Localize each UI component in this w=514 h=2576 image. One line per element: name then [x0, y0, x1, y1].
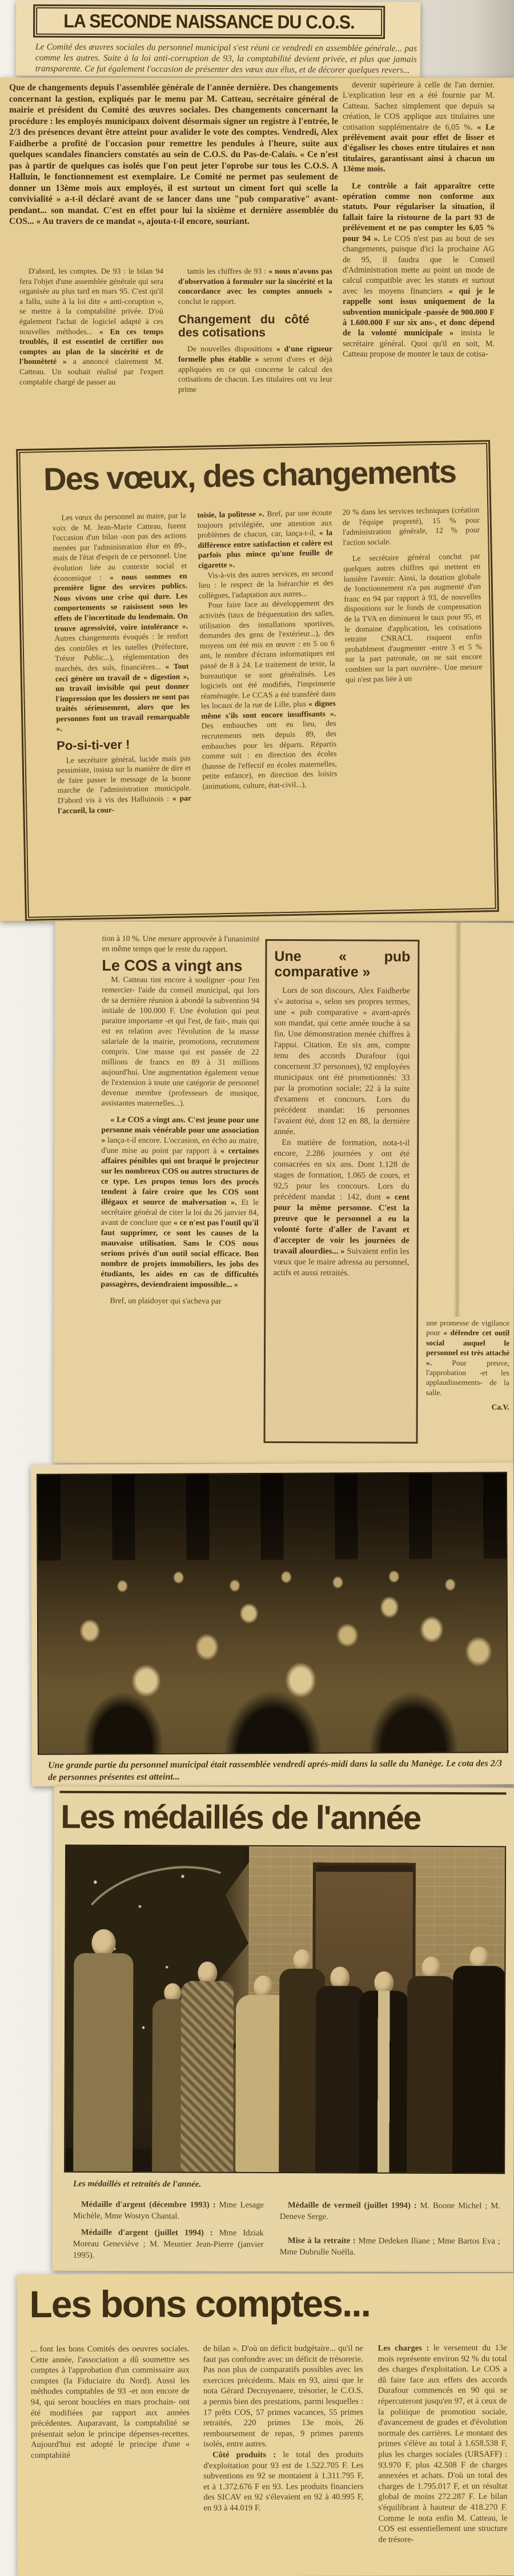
- text-run: Le COS n'est pas au bout de ses changements, puisque d'ici la prochaine AG de 95, il faudra que le Conseil d'Administration mette au point un mode de calcul compatible avec les statuts et surtout avec les moyens financiers: [343, 234, 495, 296]
- text-run: « dignes même s'ils sont encore insuffisants ».: [201, 699, 336, 720]
- text-run: « Tout ceci génère un travail de « digestion », un travail invisible qui peut donner l'impression que les dossiers ne sont pas traités sérieusement, alors que les personnes font un travail remarquable ».: [55, 662, 190, 734]
- text-run: a annoncé clairement M. Catteau. Un souhait réalisé par l'expert comptable chargé de passer au: [19, 357, 163, 386]
- text-run: Le contrôle a fait apparaître cette opération comme non conforme aux statuts. Pour régulariser la situation, il fallait faire la ristourne de la part 93 de prélévement et ne pas compter les 6,05 % pour 94 ».: [343, 181, 495, 243]
- text-run: En matière de formation, nota-t-il encore, 2.286 journées y ont été consacrées en six ans. Dont 1.128 de stages de formation, 1.065 de cours, et 92,5 pour les concours. Lors du précédent mandat : 142, dont: [273, 1137, 410, 1202]
- medailles-headline: Les médaillés de l'année: [61, 1798, 421, 1837]
- text-run: le total des produits d'exploitation pour 93 est de 1.522.705 F. Les subventions en 92 se montaient à 1.311.795 F, et à 1.372.676 F en 93. Les produits financiers des SICAV en 92 s'élevaient en 92 à 40.995 F, en 93 à 44.019 F.: [203, 2450, 364, 2513]
- paragraph: Vis-à-vis des autres services, en second lieu : le respect de la hiérarchie et des collègues, l'adaptation aux autres...: [198, 568, 334, 600]
- medal-list-right: [280, 2200, 500, 2258]
- comptes-column-three: [378, 2343, 508, 2545]
- text-run: toisie, la politesse ».: [197, 509, 264, 519]
- medal-label: Mise à la retraite :: [287, 2236, 356, 2246]
- photo-figure: [452, 1946, 505, 2173]
- paragraph: [197, 507, 333, 570]
- comptes-column-one: [31, 2343, 190, 2461]
- paragraph: tion à 10 %. Une mesure approuvée à l'unanimité en même temps que le reste du rapport.: [102, 934, 260, 954]
- column-one: [19, 266, 163, 387]
- text-run: devenir supérieure à celle de l'an dernier. L'explication leur en a été fournie par M. Catteau. Sachez simplement que depuis sa création, le COS applique aux titulaires une cotisation supplémentaire de 6,05 %.: [343, 81, 495, 132]
- text-run: lança-t-il encore. L'occasion, en écho au maire, d'une mise au point par rapport à: [101, 1136, 259, 1156]
- photo-caption: Les médaillés et retraités de l'année.: [73, 2179, 202, 2189]
- voeux-headline: Des vœux, des changements: [43, 453, 456, 498]
- voeux-column-one: [52, 510, 191, 816]
- photo-figure: [73, 1929, 133, 2172]
- text-run: « Ce n'est pas à partir de quelques cas isolés que l'on peut jeter l'oprobe sur tous les C.O.S. A Halluin, le fonctionnement est exemplaire. Le Comité ne permet pas seulement de donner un 13ème mois aux employés, il est surtout un ciment fort qui scelle la convivialité »: [9, 150, 339, 204]
- clipping-assembly-photo: [31, 1463, 514, 1786]
- text-run: « cent pour la même personne. C'est la preuve que le personnel a eu la volonté forte d'aller de l'avant et d'accepter de voir les journées de travail alourdies... »: [273, 1192, 410, 1256]
- text-run: « nous n'avons pas d'observation à formuler sur la sincérité et la concordance avec les comptes annuels »: [178, 267, 333, 296]
- medal-names: Mme Idziak Moreau Geneviève ; M. Meunier Jean-Pierre (janvier 1995).: [73, 2228, 264, 2260]
- main-headline: LA SECONDE NAISSANCE DU C.O.S.: [63, 10, 355, 33]
- text-run: insista le secrétaire général. Quoi qu'il en soit, M. Catteau propose de monter le taux de cotisa-: [343, 328, 495, 359]
- medal-names: Mme Lesage Michèle, Mme Wostyn Chantal.: [73, 2200, 264, 2221]
- photo-figure: [315, 1966, 364, 2172]
- vingtans-column: [101, 934, 259, 1307]
- medal-label: Médaille d'argent (décembre 1993) :: [81, 2200, 216, 2210]
- text-run: seront d'ores et déjà appliquées en ce qui concerne le calcul des cotisations de chacun. Les titulaires ont vu leur prime: [178, 354, 332, 394]
- medal-list-left: [73, 2199, 264, 2262]
- medal-names: Mme Dedeken Iliane ; Mme Bartos Eva ; Mme Dubrulle Noëlla.: [279, 2236, 500, 2257]
- text-run: a-t-il déclaré avant de se lancer dans une "pub comparative": [61, 194, 314, 204]
- paper-fold-crease: [453, 923, 461, 1317]
- text-run: « nous sommes en première ligne des services publics. Nous vivons une crise qui dure. Les comportements se raisissent sous les effets de l'incertitude du lendemain. On trouve agressivité, voire intolérance ».: [53, 571, 188, 633]
- paragraph: Lors de son discours, Alex Faidherbe s'« autorisa », selon ses propres termes, une « pub comparative » avant-aprés son mandat, qui cette année touche à sa fin. Une démonstration menée chiffres à l'appui. Citation. En six ans, compte tenu des accords Durafour (qui concernent 37 personnes), 92 employées municipaux ont été promotionnés: 33 par la promotion sociale; 22 à la suite d'examens et concours. Lors du précédent mandat: 16 personnes l'avaient été, dont 12 en 88, la dernière année.: [274, 985, 411, 1137]
- paragraph: 20 % dans les services techniques (création de l'équipe propreté), 15 % pour l'administration générale, 12 % pour l'action sociale.: [342, 505, 480, 547]
- photo-figure: [359, 1971, 408, 2172]
- text-run: Bref, par une écoute toujours privilégiée, une attention aux problèmes de chacun, car, lança-t-il,: [197, 508, 332, 540]
- text-run: Pour preuve, l'approbation -et les applaudissements- de la salle.: [425, 1358, 509, 1397]
- column-right: [343, 80, 495, 360]
- paragraph: [343, 181, 495, 360]
- article-standfirst: Le Comité des œuvres sociales du personnel municipal s'est réuni ce vendredi en assemblée générale... pas comme les autres. Suite à la loi anti-corruption de 93, la comptabilité devient privée, et plus que jamais transparente. Ce fut également l'occasion de présenter des vœux aux élus, et de décorer quelques revers...: [35, 42, 417, 75]
- column-two: [178, 266, 332, 394]
- text-run: Les charges :: [378, 2343, 429, 2353]
- voeux-column-three: [342, 504, 483, 684]
- paragraph: [178, 344, 332, 394]
- medal-entry: [280, 2200, 500, 2223]
- text-run: « ce n'est pas l'outil qu'il faut supprimer, ce sont les causes de la mauvaise utilisation. Sans le COS nous serions privés d'un outil social efficace. Bon nombre de projets immobiliers, les jobs des étudiants, les aides en cas de difficultés passagères, deviendraient impossible... »: [101, 1219, 259, 1289]
- medal-label: Médaille de vermeil (juillet 1994) :: [287, 2201, 417, 2210]
- text-run: « d'une rigueur formelle plus établie »: [178, 344, 332, 363]
- paragraph: M. Catteau tint encore à souligner -pour l'en remercier- l'aide du conseil municipal, qui lors de sa dernière réunion à abondé la subvention 94 initiale de 100.000 F. Une évolution qui peut paraitre importante -et qui l'est, de fait-, mais qui est en relation avec l'évolution de la masse salariale de la mairie, promotions, recrutement compris. Une masse qui est passée de 22 millions de francs en 89 à 31 millions aujourd'hui. Une augmentation également venue de l'extension à toute une catégorie de personnel devenue membre (professeurs de musique, assistantes maternelles...).: [101, 975, 260, 1108]
- medal-entry: [73, 2199, 264, 2222]
- text-run: le versement du 13e mois représente environ 92 % du total des charges d'exploitation. Le COS a dû faire face aux effets des accords Durafour commencés en 90 qui se répercuteront jusqu'en 97, et à ceux de la politique de promotion sociale, d'avancement de grades et d'évolution normale des carrières. Le montant des primes s'élève au total à 1.658.538 F, plus les charges sociales (URSAFF) : 93.970 F, plus 42.508 F de charges annexées et achats. D'où un total des charges de 1.795.017 F, et un résultat global de moins 272.287 F. Le bilan s'équilibrant à hauteur de 418.270 F. Comme le nota enfin M. Catteau, le COS est essentiellement une structure de trésore-: [378, 2343, 508, 2545]
- main-headline-box: [33, 5, 385, 39]
- text-run: Les vœux du personnel au maire, par la voix de M. Jean-Marie Catteau, furent l'occasion d'un bilan -non pas des actions menées par l'administration élue en 89-, mais de l'état d'esprit de ce personnel. Une évolution liée au contexte social et économique :: [52, 511, 187, 583]
- assembly-crowd-photo: [37, 1472, 508, 1755]
- paragraph: [19, 266, 163, 387]
- paragraph: [343, 80, 495, 175]
- comptes-column-two: [203, 2343, 364, 2514]
- text-run: « défendre cet outil social auquel le personnel est très attaché ».: [425, 1328, 510, 1367]
- closing-column: [426, 1318, 510, 1412]
- text-run: avant-pendant... son mandat.: [9, 194, 338, 215]
- clipping-headline: [16, 0, 421, 77]
- photo-figure: [407, 1957, 455, 2173]
- text-run: D'abord, les comptes. De 93 : le bilan 94 fera l'objet d'une assemblée générale qui sera organisée au plus tard en mars 95. C'est qu'il a fallu, suite à la loi dite « anti-coruption », se mettre à la comptabilité privée. D'où également l'achat de logiciel adapté à ces nouvelles méthodes...: [19, 267, 163, 336]
- paragraph: [203, 2449, 363, 2513]
- text-run: « par l'accueil, la cour-: [58, 794, 192, 815]
- text-run: C'est en effet pour lui la sixième et dernière assemblée du COS...: [9, 205, 338, 226]
- medalists-group-photo: [64, 1845, 506, 2174]
- text-run: Autres changements évoqués : le renfort des contrôles et les tutelles (Préfecture, Trésor Public...), réglementation des marchés, des sols, financières...: [54, 631, 189, 673]
- medal-names: M. Boone Michel ; M. Deneve Serge.: [279, 2201, 500, 2222]
- text-run: « la différence entre satisfaction et colère est parfois plus mince qu'une feuille de cigarette ».: [198, 528, 333, 570]
- text-run: Suivaient enfin les vœux que le maire adressa au personnel, actifs et aussi retraités.: [273, 1247, 409, 1278]
- clipping-medailles: [53, 1786, 514, 2273]
- author-signature: Ca.V.: [491, 1403, 509, 1412]
- text-run: une promesse de vigilance pour: [426, 1318, 510, 1337]
- paragraph: Bref, un plaidoyer qui s'acheva par: [110, 1296, 222, 1306]
- text-run: conclut le rapport.: [178, 297, 236, 306]
- text-run: Côté produits :: [212, 2450, 276, 2460]
- paragraph: [101, 1115, 259, 1291]
- comptes-headline: Les bons comptes...: [29, 2282, 371, 2326]
- photo-wall-region: [38, 1473, 507, 1561]
- text-run: « Le prélévement avait pour effet de lisser et d'égaliser les choses entre titulaires et non titulaires, garantissant ainsi à chacun un 13ème mois.: [343, 122, 495, 174]
- paragraph: [199, 598, 337, 792]
- text-run: « Au travers de ce mandat », ajouta-t-il encore, souriant.: [36, 217, 250, 226]
- text-run: « Le COS a vingt ans. C'est jeune pour une personne mais vénérable pour une association »: [101, 1115, 259, 1145]
- clipping-bons-comptes: [17, 2273, 514, 2576]
- lead-paragraph: [9, 82, 338, 227]
- paragraph: [52, 510, 190, 734]
- boxed-article-pub-comparative: [263, 939, 419, 1444]
- paragraph: [378, 2343, 508, 2545]
- paragraph: [57, 753, 191, 816]
- paragraph: [273, 1137, 409, 1279]
- subhead-positiver: Po-si-ti-ver !: [56, 737, 130, 753]
- paragraph: [426, 1318, 509, 1398]
- medal-entry: [280, 2235, 500, 2258]
- text-run: Le secrétaire général, lucide mais pas pessimiste, insista sur la manière de dire et de faire passer le message de la bonne marche de l'administration municipale. D'abord vis à vis des Halluinois :: [57, 753, 191, 805]
- photo-figure: [180, 1961, 234, 2172]
- paragraph: ... font les bons Comités des oeuvres sociales. Cette année, l'association a dû soumettre ses comptes à l'approbation d'un commissaire aux comptes (la Fiduciaire du Nord). Aussi les méthodes comptables de 93 -et non encore de 94, qui seront bouclées en mars prochain- ont été modifiées par rapport aux années précédentes. Auparavant, la comptabilité se présentait selon le principe dépenses-recettes. Aujourd'hui est adopté le principe d'une « comptabiité: [30, 2344, 190, 2461]
- divider-rule: [59, 1791, 506, 1795]
- pub-title: Une « pub comparative »: [274, 948, 411, 980]
- text-run: « qui je le rappelle sont issus uniquement de la subvention municipale -passée de 900.000 F à 1.600.000 F sur six ans-, et donc dépend de la volonté municipale »: [343, 286, 495, 338]
- subhead-cotisations: Changement du côté des cotisations: [178, 313, 310, 340]
- text-run: Et le secrétaire général de citer la loi du 26 janvier 84, avant de conclure que: [101, 1198, 259, 1228]
- text-run: « certaines affaires pénibles qui ont braqué le projecteur sur les nombreux COS ou autres structures de ce type. Les propos tenus lors des procés tendent à faire croire que les COS sont illégaux et source de malversation ».: [101, 1147, 259, 1207]
- text-run: De nouvelles dispositions: [187, 344, 276, 354]
- text-run: Des embauches ont eu lieu, des recrutements nets depuis 89, des embauches pour les départs. Répartis comme suit : en direction des écoles (hausse de l'effectif en écoles maternelles, petite enfance), en direction des loisirs (animations, culture, état-civil...),: [201, 719, 338, 791]
- photo-caption: Une grande partie du personnel municipal était rassemblée vendredi aprés-midi dans la salle du Manège. Le cota des 2/3 de personnes présentes est atteint...: [48, 1758, 503, 1782]
- text-run: « En ces temps troublés, il est essentiel de certifier nos comptes au plan de la sincérité et de l'honnêteté »: [19, 327, 164, 366]
- paragraph: Le secrétaire général conclut par quelques autres chiffres qui mettent en lumière l'avenir: Ainsi, la dotation globale de fonctionnement n'a pas augmenté d'un franc en 94 par rapport à 93, de nouvelles dispositions sur le fonds de compensation de la TVA en diminuent le taux pour 95, et le domaine d'application, les cotisations retraite CNRACL risquent enfin probablment d'augmenter -entre 3 et 5 % sur la part patronale, on ne sait encore combien sur la part ouvrière-. Une mesure qui n'est pas liée à un: [343, 551, 483, 684]
- text-run: Que de changements depuis l'assemblée générale de l'année dernière. Des changements concernant la gestion, expliqués par le menu par M. Catteau, secrétaire général de mairie et président du Comité des œuvres sociales. Des changements concernant la procédure : les employés municipaux doivent désormais signer un registre à l'entrée, le 2/3 des présences devant être atteint pour avalider le vote des comptes. Vendredi, Alex Faidherbe a profité de l'occasion pour remettre les pendules à l'heure, suite aux quelques scandales financiers constatés au sein de C.O.S. du Pas-de-Calais.: [9, 83, 338, 159]
- paragraph: [178, 266, 332, 306]
- clipping-article-body: [0, 78, 514, 921]
- paragraph: de bilan ». D'où un déficit budgétaire... qu'il ne faut pas confondre avec un déficit de trésorerie. Pas non plus de comparatifs possibles avec les exercices précédents. Mais en 93, ainsi que le nota Gérard Decruyenaere, trésorier, le C.O.S. a permis bien des prestations, parmi lesquelles : 17 prêts COS, 57 primes vacances, 55 primes retraités, 220 primes 13e mois, 26 remboursement de repas, 9 primes parents isolés, entre autres.: [203, 2343, 364, 2449]
- subhead-vingt-ans: Le COS a vingt ans: [102, 956, 243, 975]
- boxed-article-voeux: [16, 440, 499, 921]
- voeux-column-two: [197, 507, 337, 791]
- medal-label: Médaille d'argent (juillet 1994) :: [81, 2228, 213, 2238]
- text-run: tamis les chiffres de 93 :: [187, 267, 269, 275]
- clipping-vingt-ans: [53, 922, 514, 1465]
- medal-entry: [73, 2227, 264, 2262]
- text-run: Pour faire face au développement des activités (taux de fréquentation des salles, utilisation des installations sportives, demandes des gens de l'extérieur...), des moyens ont été mis en œuvre : en 5 ou 6 ans, le nombre d'écrans informatiques est passé de 8 à 24. Le traitement de texte, la bureautique se sont généralisés. Les logiciels ont été modifiés, l'imprimerie réaménagée. Le CCAS a été transféré dans les locaux de la rue de Lille, plus: [199, 598, 336, 711]
